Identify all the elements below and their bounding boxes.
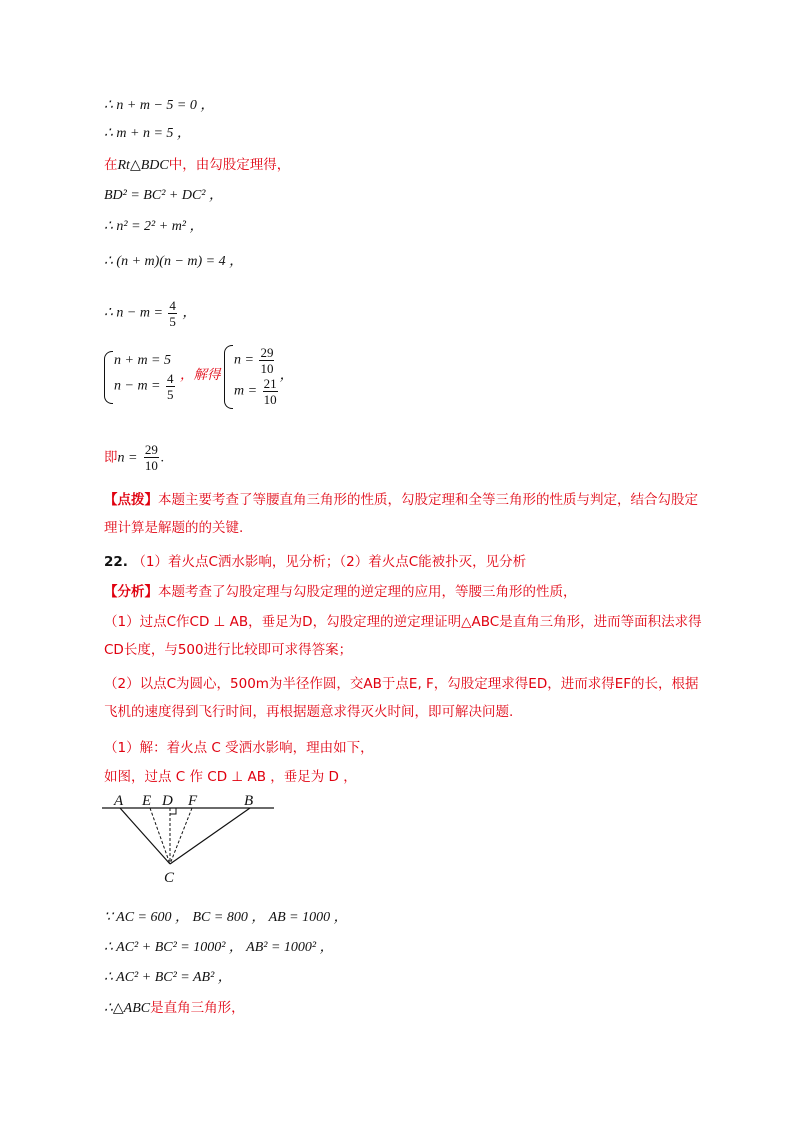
sys1-row2 [114, 371, 177, 402]
line-pythagoras-intro [104, 155, 290, 176]
dianbo-text: 本题主要考查了等腰直角三角形的性质，勾股定理和全等三角形的性质与判定，结合勾股定理计算是解题的的关键. [104, 492, 698, 536]
label-d: D [162, 793, 173, 809]
frac-num: 29 [144, 442, 158, 457]
n-minus-m-lhs: ∴ n − m = [104, 305, 163, 321]
line-n-plus-m-minus-5: ∴ n + m − 5 = 0 ， [104, 98, 215, 113]
fenxi-text: 本题考查了勾股定理与勾股定理的逆定理的应用，等腰三角形的性质， [158, 584, 577, 600]
line-ec [150, 808, 170, 864]
period: . [160, 450, 165, 466]
label-b: B [244, 793, 254, 809]
frac-num: 4 [169, 298, 176, 313]
label-f: F [188, 793, 198, 809]
text-zai: 在 [104, 157, 118, 173]
sys1-fraction [166, 371, 175, 402]
line-bd-squared: BD² = BC² + DC² ， [104, 188, 223, 203]
label-e: E [142, 793, 152, 809]
sys1-row1: n + m = 5 [114, 352, 172, 368]
line-ac [120, 808, 170, 864]
jie-text-2: 如图，过点 C 作 CD ⊥ AB ，垂足为 D ， [104, 769, 357, 785]
text-pythagoras: 中，由勾股定理得， [168, 157, 291, 173]
sys2-row1 [234, 345, 280, 376]
jie-text-1: （1）解：着火点 C 受洒水影响，理由如下， [104, 740, 374, 756]
geometry-figure [96, 790, 286, 888]
dianbo-paragraph [104, 486, 704, 542]
line-n-squared: ∴ n² = 2² + m² ， [104, 219, 204, 234]
sys2-row2 [234, 376, 280, 407]
fenxi-p1: （1）过点C作CD ⊥ AB，垂足为D，勾股定理的逆定理证明△ABC是直角三角形，进而等面积法求得CD长度，与500进行比较即可求得答案； [104, 614, 702, 658]
text-right-triangle: 是直角三角形， [150, 1000, 245, 1016]
frac-den: 10 [260, 361, 274, 376]
sys2-row1-lhs: n = [234, 352, 254, 368]
calc-line-3: ∴ AC² + BC² = AB² ， [104, 970, 232, 985]
frac-den: 10 [144, 458, 158, 473]
sys2-fraction-2 [263, 376, 278, 407]
q22-number: 22. [104, 554, 128, 570]
label-c: C [164, 870, 175, 886]
label-a: A [114, 793, 124, 809]
text-solve: ，解得 [180, 367, 221, 384]
dianbo-tag: 【点拨】 [104, 492, 158, 508]
line-product-equals-4: ∴ (n + m)(n − m) = 4 ， [104, 254, 244, 269]
calc-line-1: ∵ AC = 600 ， BC = 800 ， AB = 1000 ， [104, 910, 348, 925]
sys2-row2-lhs: m = [234, 383, 258, 399]
calc-line-2: ∴ AC² + BC² = 1000² ， AB² = 1000² ， [104, 940, 334, 955]
sys1-row2-lhs: n − m = [114, 378, 161, 394]
sys2-fraction-1 [259, 345, 274, 376]
frac-num: 4 [167, 370, 174, 386]
jie-line-2 [104, 767, 357, 787]
fraction-4-5 [168, 298, 177, 329]
frac-den: 10 [263, 392, 277, 407]
q22-answer: （1）着火点C洒水影响，见分析；（2）着火点C能被扑灭，见分析 [132, 554, 527, 570]
text-ji: 即 [104, 449, 118, 466]
math-triangle-abc: ∴△ABC [104, 1001, 151, 1016]
fenxi-line [104, 582, 577, 602]
equation-system-1 [104, 351, 177, 402]
line-m-plus-n-equals-5: ∴ m + n = 5 ， [104, 126, 191, 141]
line-n-minus-m: ∴ n − m = $\frac{4}{5}$ ， [104, 298, 197, 329]
equation-system-block: n + m = 5 n − m = $\frac{4}{5}$ ，解得 n = $\frac{29}{10}$ m = $\frac{21}{10}$ ， [104, 345, 294, 407]
fenxi-p2: （2）以点C为圆心，500m为半径作圆，交AB于点E, F，勾股定理求得ED，进而求得EF的长，根据飞机的速度得到飞行时间，再根据题意求得灭火时间，即可解决问题. [104, 676, 699, 720]
fenxi-tag: 【分析】 [104, 584, 158, 600]
frac-den: 5 [167, 386, 174, 402]
q22-line [104, 552, 526, 572]
frac-num: 21 [263, 376, 277, 391]
line-ji-n [104, 442, 164, 473]
equation-system-2 [224, 345, 280, 407]
fraction-29-10 [144, 442, 159, 473]
left-brace [224, 345, 233, 409]
frac-den: 5 [169, 314, 176, 329]
line-bc [170, 808, 250, 864]
math-n-equals: n = [117, 450, 138, 466]
left-brace [104, 351, 113, 404]
calc-line-4 [104, 998, 245, 1019]
jie-line-1 [104, 738, 374, 758]
frac-num: 29 [260, 345, 274, 360]
math-rt-bdc: Rt△BDC [117, 158, 169, 173]
